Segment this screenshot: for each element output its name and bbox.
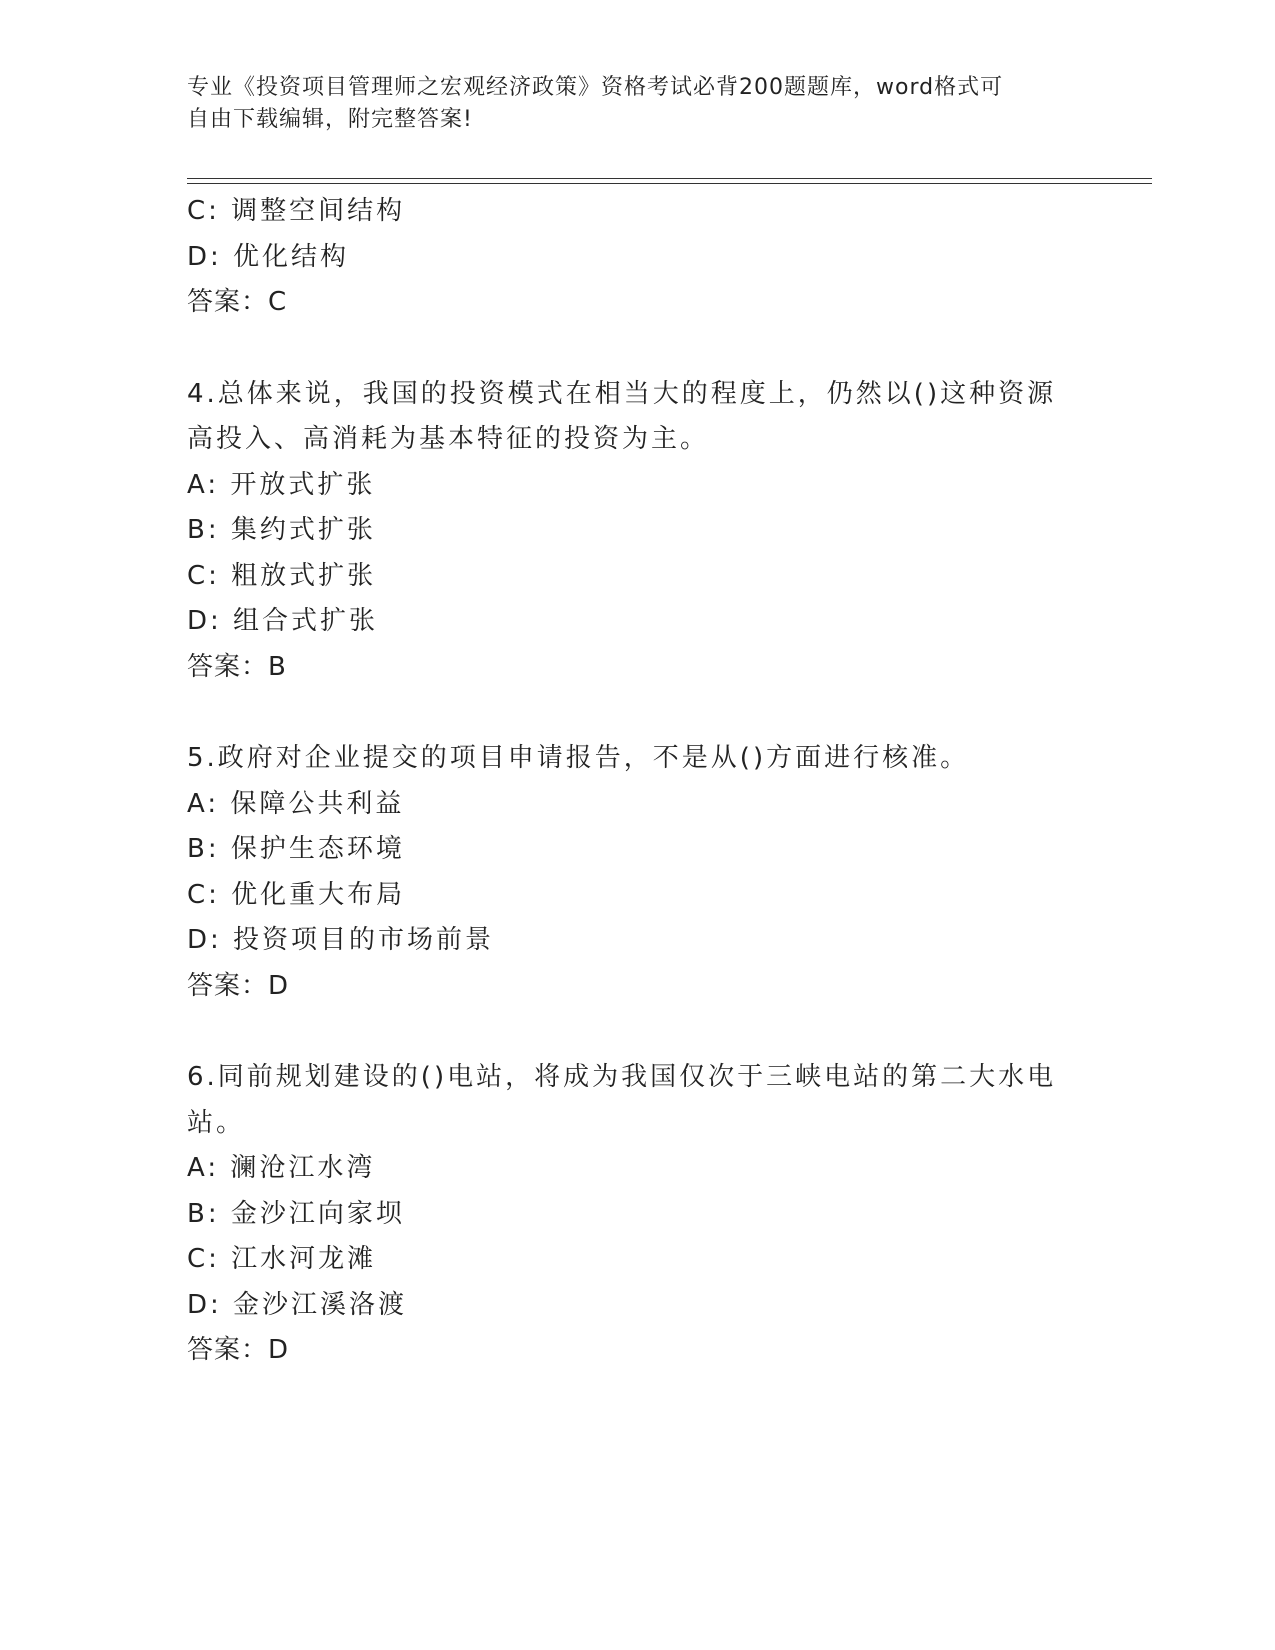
option-a: A: 开放式扩张	[187, 469, 376, 500]
answer-line: 答案：D	[187, 970, 290, 1001]
option-a: A: 澜沧江水湾	[187, 1153, 376, 1183]
question-3-fragment	[187, 189, 1067, 326]
spacer	[187, 1009, 1067, 1055]
answer-line: 答案：C	[187, 287, 288, 317]
option-b: B: 集约式扩张	[187, 515, 376, 545]
option-b: B: 金沙江向家坝	[187, 1198, 405, 1229]
option-d: D: 组合式扩张	[187, 606, 379, 636]
question-text-line-1: 4.总体来说，我国的投资模式在相当大的程度上，仍然以()这种资源	[187, 378, 1057, 409]
option-d: D: 优化结构	[187, 241, 350, 272]
document-header	[187, 72, 1067, 136]
header-title-line-1: 专业《投资项目管理师之宏观经济政策》资格考试必背200题题库，word格式可	[187, 75, 1004, 100]
spacer	[187, 690, 1067, 736]
header-divider-top	[187, 178, 1152, 179]
option-c: C: 优化重大布局	[187, 879, 406, 910]
option-d: D: 金沙江溪洛渡	[187, 1289, 408, 1320]
answer-line: 答案：D	[187, 1335, 290, 1365]
header-title-line-2: 自由下载编辑，附完整答案!	[187, 107, 473, 132]
answer-line: 答案：B	[187, 651, 287, 682]
question-text-line-2: 高投入、高消耗为基本特征的投资为主。	[187, 424, 710, 454]
option-c: C: 粗放式扩张	[187, 560, 377, 591]
spacer	[187, 326, 1067, 372]
option-d: D: 投资项目的市场前景	[187, 925, 495, 955]
question-5	[187, 736, 1067, 1009]
option-c: C: 调整空间结构	[187, 196, 406, 226]
header-divider-bottom	[187, 183, 1152, 184]
question-text-line-1: 5.政府对企业提交的项目申请报告，不是从()方面进行核准。	[187, 743, 970, 773]
question-text-line-1: 6.同前规划建设的()电站，将成为我国仅次于三峡电站的第二大水电	[187, 1062, 1057, 1092]
option-c: C: 江水河龙滩	[187, 1244, 377, 1274]
question-4	[187, 372, 1067, 691]
question-list	[187, 189, 1067, 1374]
question-text-line-2: 站。	[187, 1107, 246, 1138]
question-6	[187, 1055, 1067, 1374]
option-a: A: 保障公共利益	[187, 788, 405, 819]
option-b: B: 保护生态环境	[187, 834, 405, 864]
